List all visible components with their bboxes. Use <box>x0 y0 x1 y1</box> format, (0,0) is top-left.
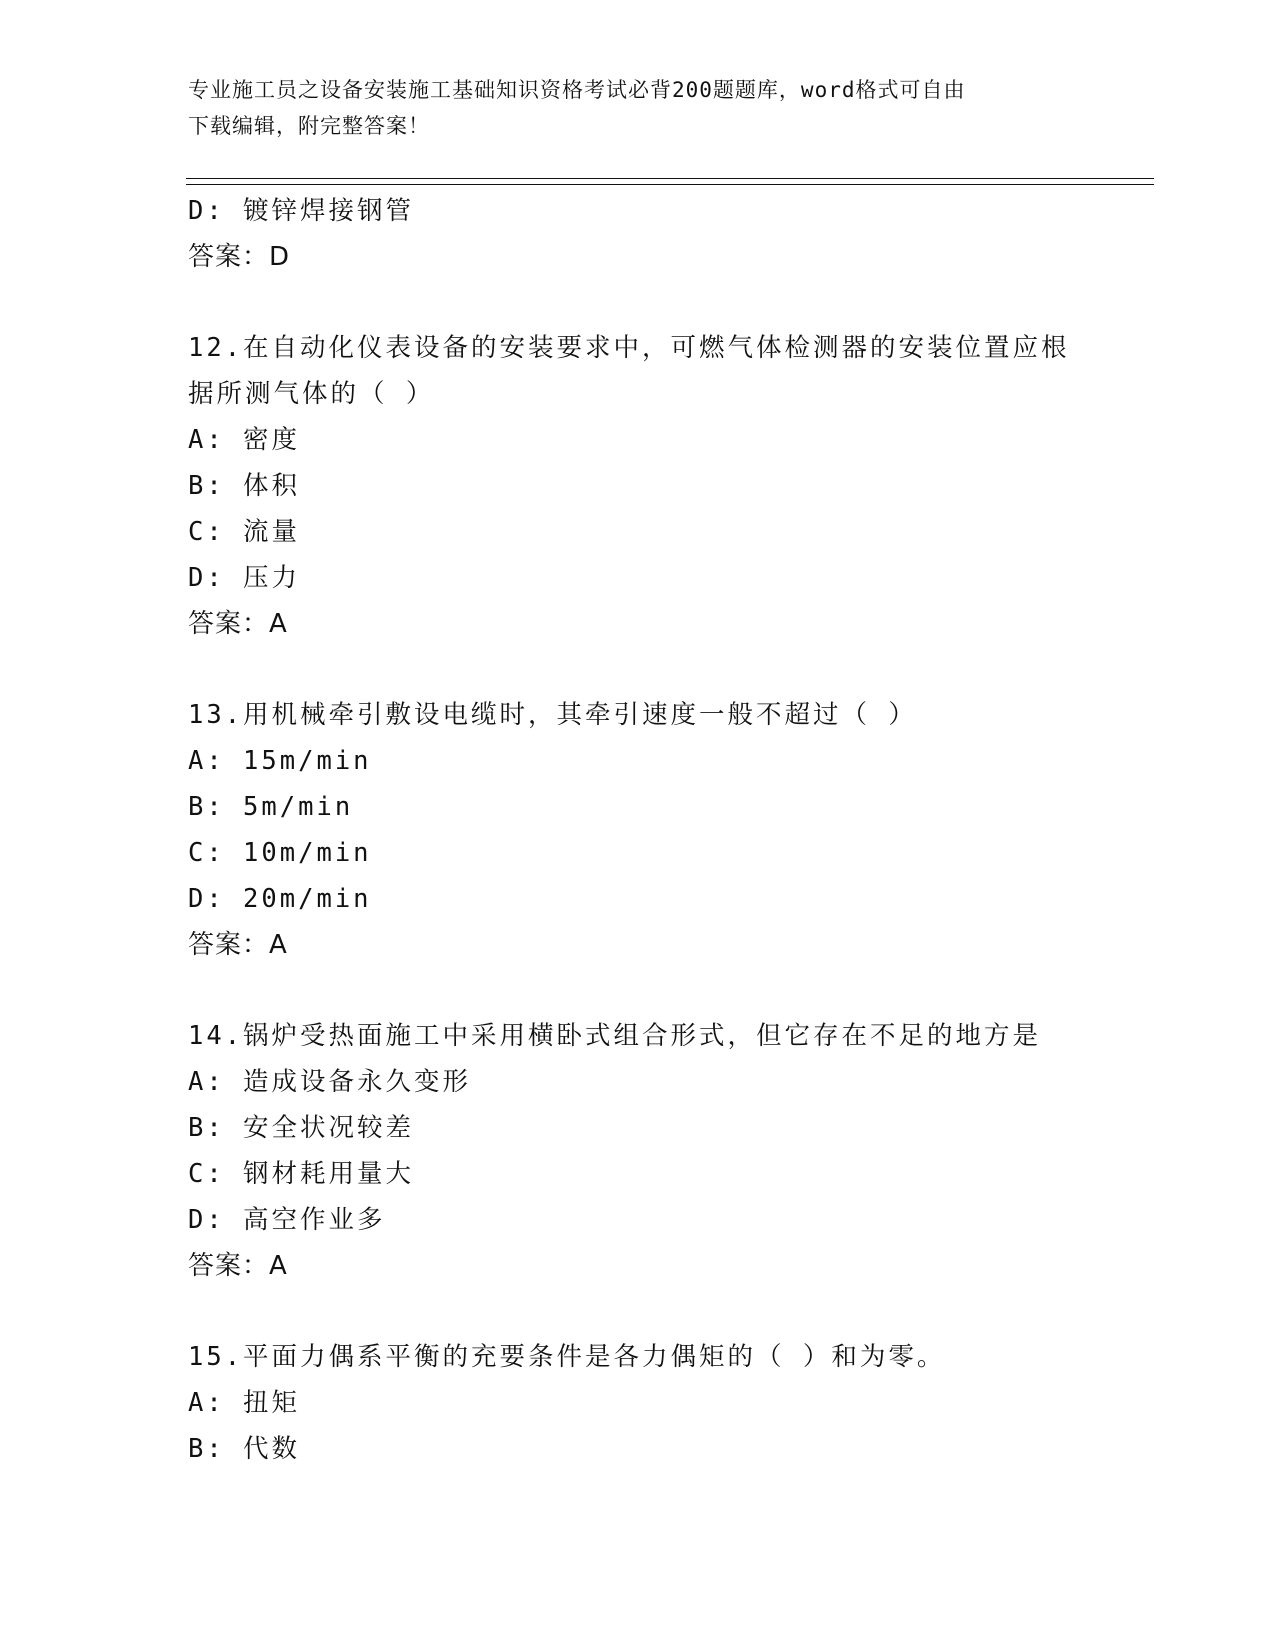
option-a: A: 15m/min <box>188 746 372 776</box>
option-c: C: 10m/min <box>188 838 372 868</box>
question-text: 13.用机械牵引敷设电缆时，其牵引速度一般不超过（ ） <box>188 700 917 730</box>
question-15 <box>188 1334 1148 1472</box>
question-text: 14.锅炉受热面施工中采用横卧式组合形式，但它存在不足的地方是 <box>188 1021 1042 1051</box>
answer-line: 答案：A <box>188 609 288 639</box>
option-a: A: 密度 <box>188 425 301 455</box>
header-line-1: 专业施工员之设备安装施工基础知识资格考试必背200题题库，word格式可自由 <box>188 78 966 102</box>
option-a: A: 扭矩 <box>188 1388 301 1418</box>
option-d: D: 镀锌焊接钢管 <box>188 196 415 226</box>
option-b: B: 体积 <box>188 471 301 501</box>
option-c: C: 流量 <box>188 517 301 547</box>
question-text: 15.平面力偶系平衡的充要条件是各力偶矩的（ ）和为零。 <box>188 1342 946 1372</box>
option-b: B: 安全状况较差 <box>188 1113 415 1143</box>
option-b: B: 5m/min <box>188 792 354 822</box>
answer-line: 答案：A <box>188 1251 288 1281</box>
question-text-cont: 据所测气体的（ ） <box>188 379 435 409</box>
header-line-2: 下载编辑，附完整答案！ <box>188 114 430 138</box>
option-d: D: 20m/min <box>188 884 372 914</box>
header-divider <box>186 178 1154 185</box>
option-c: C: 钢材耗用量大 <box>188 1159 415 1189</box>
page-header <box>188 72 1088 144</box>
option-d: D: 压力 <box>188 563 301 593</box>
question-12 <box>188 325 1148 647</box>
option-d: D: 高空作业多 <box>188 1205 386 1235</box>
option-a: A: 造成设备永久变形 <box>188 1067 472 1097</box>
question-list <box>188 188 1148 1472</box>
option-b: B: 代数 <box>188 1434 301 1464</box>
answer-line: 答案：A <box>188 930 288 960</box>
question-13 <box>188 692 1148 968</box>
answer-line: 答案：D <box>188 242 291 272</box>
question-14 <box>188 1013 1148 1289</box>
question-text: 12.在自动化仪表设备的安装要求中，可燃气体检测器的安装位置应根 <box>188 333 1070 363</box>
